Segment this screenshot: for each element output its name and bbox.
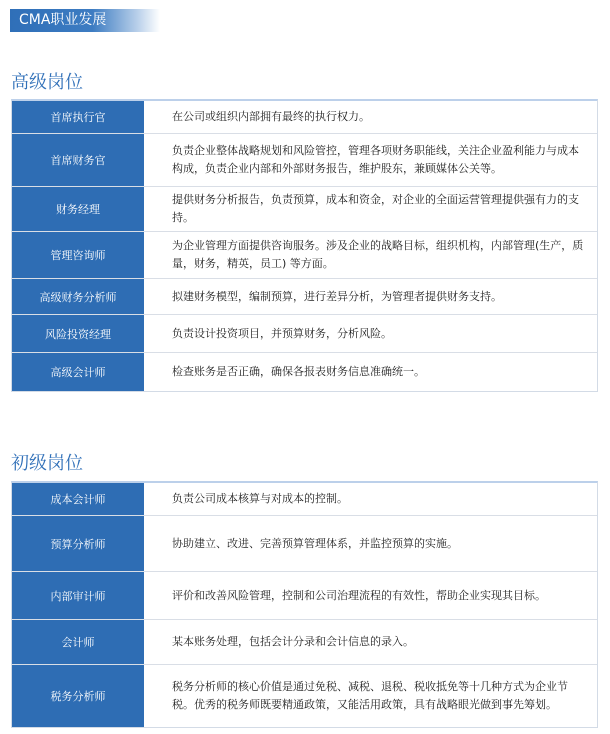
role-description: 为企业管理方面提供咨询服务。涉及企业的战略目标，组织机构，内部管理(生产，质量，财务，精英，员工) 等方面。 bbox=[172, 239, 584, 270]
role-description: 评价和改善风险管理，控制和公司治理流程的有效性，帮助企业实现其目标。 bbox=[172, 588, 546, 602]
role-label: 内部审计师 bbox=[12, 572, 144, 619]
role-description: 检查账务是否正确，确保各报表财务信息准确统一。 bbox=[172, 365, 425, 378]
table-row bbox=[12, 232, 597, 279]
role-description: 协助建立、改进、完善预算管理体系，并监控预算的实施。 bbox=[172, 536, 458, 550]
role-label: 高级会计师 bbox=[12, 353, 144, 391]
table-row bbox=[12, 516, 597, 572]
role-label: 财务经理 bbox=[12, 187, 144, 231]
role-label: 首席财务官 bbox=[12, 134, 144, 186]
role-description: 某本账务处理，包括会计分录和会计信息的录入。 bbox=[172, 635, 414, 648]
junior-positions-table bbox=[11, 481, 598, 728]
role-label: 税务分析师 bbox=[12, 665, 144, 727]
role-description: 负责设计投资项目，并预算财务，分析风险。 bbox=[172, 326, 392, 340]
role-description: 提供财务分析报告，负责预算，成本和资金，对企业的全面运营管理提供强有力的支持。 bbox=[172, 193, 579, 224]
role-description: 拟建财务模型，编制预算，进行差异分析，为管理者提供财务支持。 bbox=[172, 289, 502, 303]
table-row bbox=[12, 279, 597, 315]
role-label: 会计师 bbox=[12, 620, 144, 664]
table-row bbox=[12, 620, 597, 665]
table-row bbox=[12, 187, 597, 232]
role-description: 税务分析师的核心价值是通过免税、减税、退税、税收抵免等十几种方式为企业节税。优秀的税务师既要精通政策，又能活用政策，具有战略眼光做到事先筹划。 bbox=[172, 680, 568, 711]
role-description: 负责公司成本核算与对成本的控制。 bbox=[172, 492, 348, 505]
table-row bbox=[12, 483, 597, 516]
role-label: 管理咨询师 bbox=[12, 232, 144, 278]
table-row bbox=[12, 134, 597, 187]
table-row bbox=[12, 101, 597, 134]
role-label: 风险投资经理 bbox=[12, 315, 144, 352]
table-row bbox=[12, 572, 597, 620]
role-description: 负责企业整体战略规划和风险管控，管理各项财务职能线，关注企业盈利能力与成本构成，负责企业内部和外部财务报告，维护股东，兼顾媒体公关等。 bbox=[172, 144, 579, 175]
role-description: 在公司或组织内部拥有最终的执行权力。 bbox=[172, 110, 370, 123]
senior-section-title: 高级岗位 bbox=[11, 72, 83, 93]
role-label: 成本会计师 bbox=[12, 483, 144, 515]
role-label: 高级财务分析师 bbox=[12, 279, 144, 314]
junior-section-title: 初级岗位 bbox=[11, 453, 83, 474]
role-label: 预算分析师 bbox=[12, 516, 144, 571]
role-label: 首席执行官 bbox=[12, 101, 144, 133]
page-banner: CMA职业发展 bbox=[10, 9, 160, 32]
table-row bbox=[12, 665, 597, 727]
senior-positions-table bbox=[11, 99, 598, 392]
table-row bbox=[12, 353, 597, 391]
table-row bbox=[12, 315, 597, 353]
